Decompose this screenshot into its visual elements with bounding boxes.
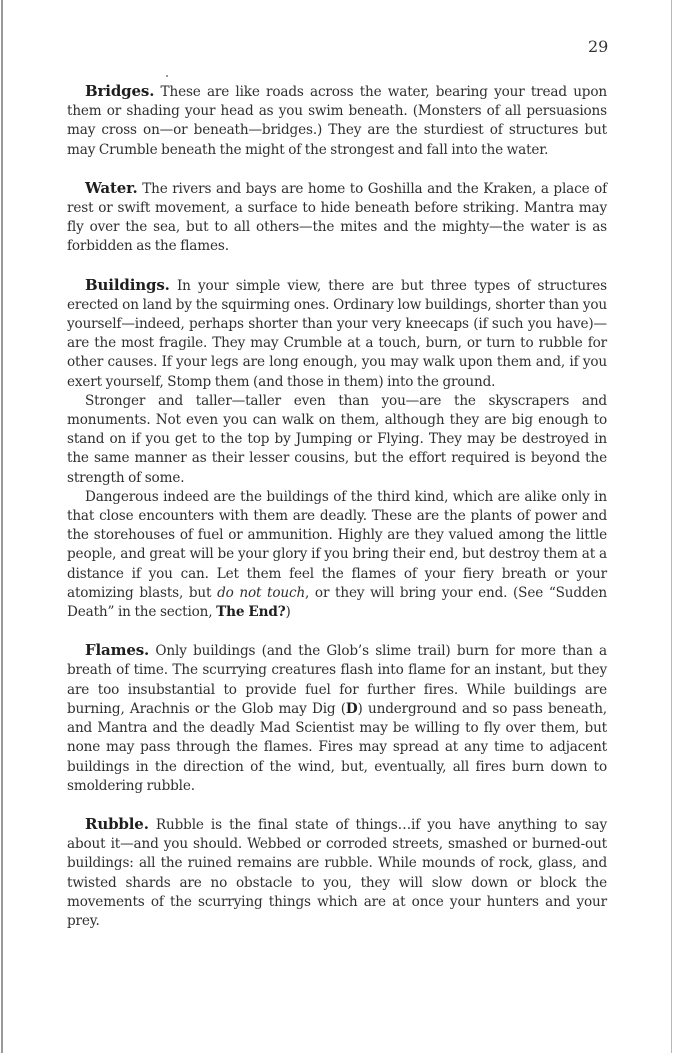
paragraph-text: The rivers and bays are home to Goshilla and the Kraken, a place of rest or swift movement, a surface to hide beneath before striking. Mantra may fly over the sea, but to all others—the mites and the mighty—the water is as forbidden as the flames. xyxy=(67,180,607,255)
emphasis-text: do not touch xyxy=(217,584,306,601)
term-heading: Water. xyxy=(85,178,138,197)
page-number: 29 xyxy=(588,37,609,56)
term-heading: Bridges. xyxy=(85,82,155,100)
paragraph xyxy=(67,641,607,796)
page-right-edge xyxy=(671,0,672,1053)
term-heading: Buildings. xyxy=(85,275,170,294)
paragraph-text: ) xyxy=(285,604,291,621)
paragraph-text: These are like roads across the water, bearing your tread upon them or shading your head as you swim beneath. (Monsters of all persuasions may cross on—or beneath—bridges.) They are the sturdiest of structures but may Crumble beneath the might of the strongest and fall into the water. xyxy=(67,84,607,158)
section-water xyxy=(67,179,607,257)
key-command: D xyxy=(345,700,358,717)
paragraph xyxy=(67,179,607,257)
page-left-edge xyxy=(1,0,3,1053)
section-reference: The End? xyxy=(216,604,286,621)
print-speck xyxy=(166,75,168,77)
paragraph-text: , or they will bring your end. (See “Sudden Death” in the section, xyxy=(67,584,607,621)
page-body xyxy=(67,82,607,950)
section-flames xyxy=(67,641,607,796)
paragraph xyxy=(67,815,607,931)
section-buildings xyxy=(67,276,607,623)
paragraph xyxy=(67,82,607,160)
section-bridges xyxy=(67,82,607,160)
paragraph-text: In your simple view, there are but three types of structures erected on land by the squirming ones. Ordinary low buildings, shorter than you yourself—indeed, perhaps shorter than your very kneecaps (if such you have)—are the most fragile. They may Crumble at a touch, burn, or turn to rubble for other causes. If your legs are long enough, you may walk upon them and, if you exert yourself, Stomp them (and those in them) into the ground. xyxy=(67,277,607,390)
paragraph xyxy=(67,276,607,392)
paragraph: Stronger and taller—taller even than you—are the skyscrapers and monuments. Not even you can walk on them, although they are big enough to stand on if you get to the top by Jumping or Flying. They may be destroyed in the same manner as their lesser cousins, but the effort required is beyond the strength of some. xyxy=(67,392,607,486)
term-heading: Rubble. xyxy=(85,814,149,833)
paragraph-text: Dangerous indeed are the buildings of the third kind, which are alike only in that close encounters with them are deadly. These are the plants of power and the storehouses of fuel or ammunition. Highly are they valued among the little people, and great will be your glory if you bring their end, but destroy them at a distance if you can. Let them feel the flames of your fiery breath or your atomizing blasts, but xyxy=(67,488,607,601)
paragraph xyxy=(67,488,607,622)
paragraph-text: Rubble is the final state of things…if you have anything to say about it—and you should. Webbed or corroded streets, smashed or burned-out buildings: all the ruined remains are rubble. While mounds of rock, glass, and twisted shards are no obstacle to you, they will slow down or block the movements of the scurrying things which are at once your hunters and your prey. xyxy=(67,816,607,929)
paragraph-text: Only buildings (and the Glob’s slime trail) burn for more than a breath of time. The scurrying creatures flash into flame for an instant, but they are too insubstantial to provide fuel for further fires. While buildings are burning, Arachnis or the Glob may Dig ( xyxy=(67,643,607,717)
paragraph-text: ) underground and so pass beneath, and Mantra and the deadly Mad Scientist may be willing to fly over them, but none may pass through the flames. Fires may spread at any time to adjacent buildings in the direction of the wind, but, eventually, all fires burn down to smoldering rubble. xyxy=(67,700,607,794)
term-heading: Flames. xyxy=(85,641,150,660)
section-rubble xyxy=(67,815,607,931)
